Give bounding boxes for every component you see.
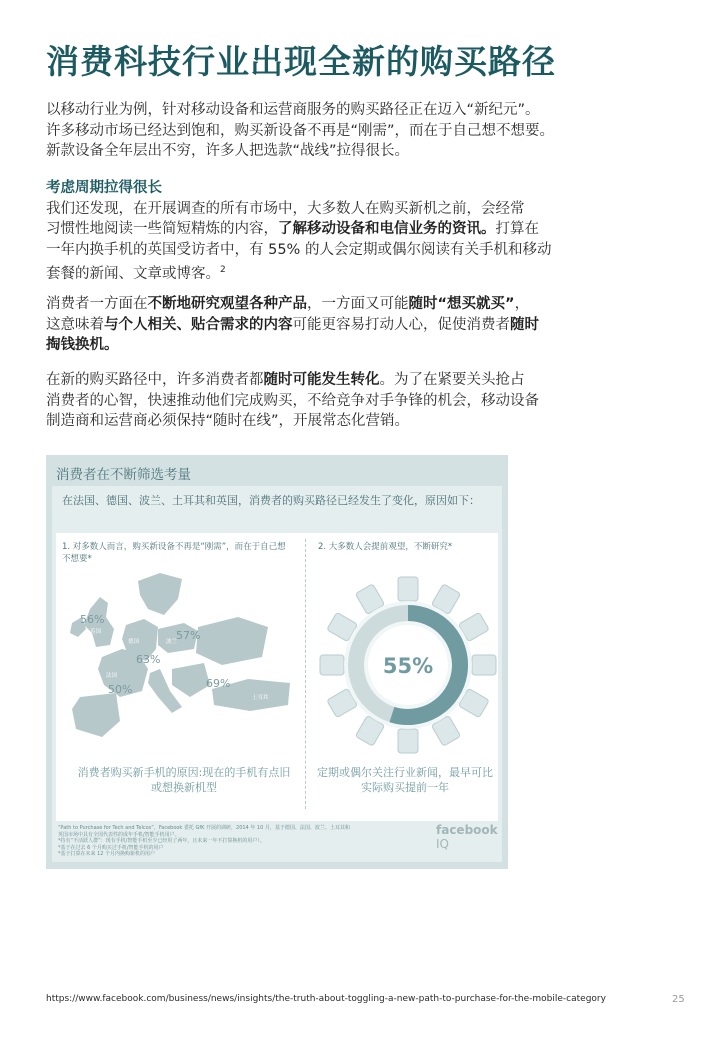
consideration-section — [46, 178, 686, 285]
country-france: 法国 — [106, 673, 118, 679]
country-uk: 英国 — [90, 629, 102, 635]
infographic — [46, 455, 508, 869]
infographic-intro: 在法国、德国、波兰、土耳其和英国，消费者的购买路径已经发生了变化，原因如下： — [62, 494, 480, 507]
page-title: 消费科技行业出现全新的购买路径 — [46, 42, 556, 81]
footnote-ref: 2 — [220, 265, 226, 275]
uk-value: 56% — [80, 613, 105, 626]
p2-bold-i: 随时 — [510, 316, 539, 333]
brand-name: facebook — [436, 823, 498, 837]
panel1-caption: 消费者购买新手机的原因:现在的手机有点旧或想换新机型 — [77, 766, 291, 794]
section-line-2c: 打算在 — [495, 221, 539, 237]
europe-map — [62, 573, 294, 743]
france-value: 50% — [108, 683, 133, 696]
p2-text-h: 可能更容易打动人心，促使消费者 — [292, 316, 510, 333]
device-tile — [398, 729, 418, 753]
iberia-shape — [72, 693, 120, 737]
research-paragraph — [46, 294, 686, 356]
intro-line-2: 许多移动市场已经达到饱和，购买新设备不再是“刚需”，而在于自己想不想要。 — [46, 122, 555, 139]
balkans-shape — [172, 663, 210, 697]
germany-value: 57% — [176, 629, 201, 642]
intro-line-1: 以移动行业为例，针对移动设备和运营商服务的购买路径正在迈入“新纪元”。 — [46, 102, 540, 118]
section-line-4: 套餐的新闻、文章或博客。 — [46, 266, 220, 282]
p3-line-3: 制造商和运营商必须保持“随时在线”，开展常态化营销。 — [46, 413, 410, 429]
p2-text-a: 消费者一方面在 — [46, 296, 148, 312]
p2-text-c: ，一方面又可能 — [307, 296, 409, 312]
panel2-caption: 定期或偶尔关注行业新闻，最早可比实际购买提前一年 — [317, 766, 493, 794]
p3-text-c: 。为了在紧要关头抢占 — [379, 372, 525, 388]
brand-suffix: IQ — [436, 837, 449, 851]
turkey-value: 69% — [206, 677, 231, 690]
panel2-label: 2. 大多数人会提前观望，不断研究* — [318, 542, 453, 552]
section-line-1: 我们还发现，在开展调查的所有市场中，大多数人在购买新机之前，会经常 — [46, 200, 525, 217]
poland-value: 63% — [136, 653, 161, 666]
intro-line-3: 新款设备全年层出不穷，许多人把选款“战线”拉得很长。 — [46, 143, 410, 159]
footnote-4: *基于在过去 6 个月购买过手机/智能手机的用户 — [58, 844, 164, 851]
p2-text-e: ， — [514, 296, 530, 312]
footnote-5: *基于打算在未来 12 个月内换购新机的用户 — [58, 851, 156, 857]
section-line-2a: 习惯性地阅读一些简短精炼的内容， — [46, 221, 278, 237]
east-europe-shape — [196, 617, 268, 665]
page-number: 25 — [672, 994, 685, 1005]
device-tile — [472, 655, 496, 675]
section-line-3: 一年内换手机的英国受访者中，有 55% 的人会定期或偶尔阅读有关手机和移动 — [46, 241, 552, 258]
section-heading: 考虑周期拉得很长 — [46, 180, 162, 196]
footnote-1: “Path to Purchase for Tech and Telcos”，Facebook 委托 GfK 开展的调研，2014 年 10 月，基于德国、法国、波兰、土耳其和 — [58, 825, 350, 831]
footnote-3: *持有“不活跃人群”：现有手机/智能手机至少已经用了两年，且未来一年不打算换机的用户）。 — [58, 838, 265, 844]
infographic-title: 消费者在不断筛选考量 — [56, 467, 191, 483]
infographic-panels — [56, 533, 498, 821]
country-turkey: 土耳其 — [252, 695, 269, 701]
p2-text-f: 这意味着 — [46, 316, 104, 333]
p3-text-a: 在新的购买路径中，许多消费者都 — [46, 372, 264, 388]
ring-chart — [318, 575, 498, 755]
intro-paragraph — [46, 100, 686, 162]
panel1-label: 1. 对多数人而言，购买新设备不再是“刚需”，而在于自己想不想要* — [62, 542, 286, 564]
conversion-paragraph — [46, 370, 686, 432]
country-germany: 德国 — [128, 639, 140, 645]
p2-bold-d: 随时“想买就买” — [408, 296, 515, 312]
p3-bold-b: 随时可能发生转化 — [263, 372, 380, 388]
device-tile — [320, 655, 344, 675]
section-emphasis: 了解移动设备和电信业务的资讯。 — [278, 221, 496, 237]
source-url[interactable]: https://www.facebook.com/business/news/insights/the-truth-about-toggling-a-new-path-to-purchase-for-the-mobile-category — [46, 994, 606, 1004]
scandinavia-shape — [138, 573, 182, 615]
p2-bold-g: 与个人相关、贴合需求的内容 — [104, 316, 293, 333]
footnote-2: 英国市场中具有全国代表性的成年手机/智能手机用户。 — [58, 831, 180, 838]
p2-bold-j: 掏钱换机。 — [46, 337, 119, 353]
facebook-iq-logo — [436, 823, 508, 851]
p2-bold-b: 不断地研究观望各种产品 — [147, 296, 307, 312]
country-poland: 波兰 — [166, 639, 178, 645]
ring-value: 55% — [382, 654, 434, 678]
panel-divider — [305, 539, 306, 809]
p3-line-2: 消费者的心智，快速推动他们完成购买，不给竞争对手争锋的机会，移动设备 — [46, 392, 539, 409]
device-tile — [398, 577, 418, 601]
infographic-footnotes — [58, 825, 398, 858]
